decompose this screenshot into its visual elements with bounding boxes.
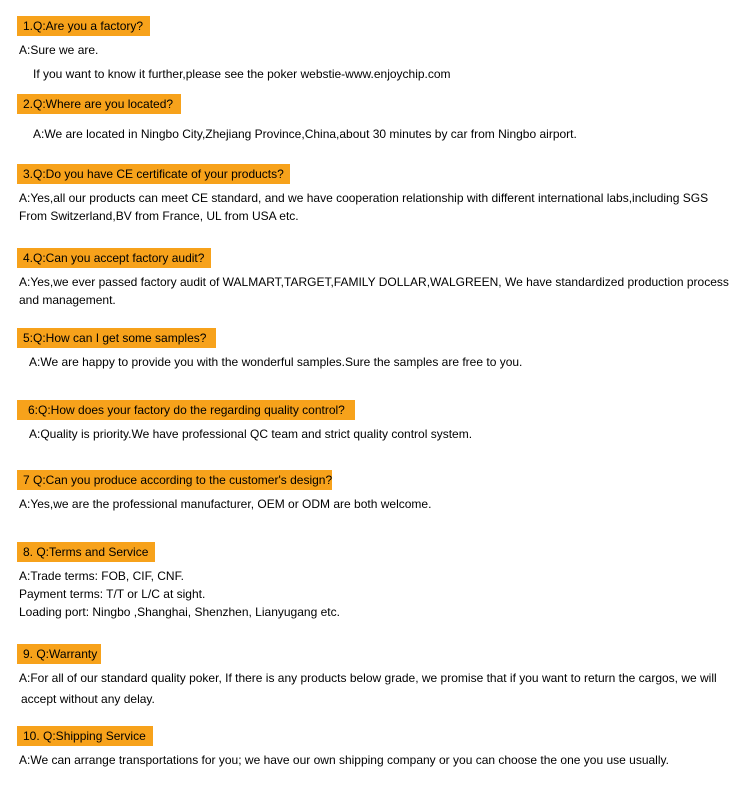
question-5: 5:Q:How can I get some samples? bbox=[17, 328, 216, 348]
question-7: 7 Q:Can you produce according to the customer's design? bbox=[17, 470, 332, 490]
answer-9-line-2: accept without any delay. bbox=[21, 692, 155, 706]
answer-9-line-1: A:For all of our standard quality poker, If there is any products below grade, we promise that if you want to return the cargos, we will bbox=[19, 671, 717, 685]
answer-6-line-1: A:Quality is priority.We have professional QC team and strict quality control system. bbox=[29, 427, 473, 441]
answer-7-line-1: A:Yes,we are the professional manufacturer, OEM or ODM are both welcome. bbox=[19, 497, 432, 511]
answer-3-line-2: From Switzerland,BV from France, UL from USA etc. bbox=[19, 209, 299, 223]
question-2: 2.Q:Where are you located? bbox=[17, 94, 181, 114]
answer-5-line-1: A:We are happy to provide you with the wonderful samples.Sure the samples are free to you. bbox=[29, 355, 523, 369]
question-1: 1.Q:Are you a factory? bbox=[17, 16, 150, 36]
question-10: 10. Q:Shipping Service bbox=[17, 726, 153, 746]
answer-1-line-1: A:Sure we are. bbox=[19, 43, 99, 57]
answer-1-line-2: If you want to know it further,please see the poker webstie-www.enjoychip.com bbox=[33, 67, 451, 81]
answer-8-line-1: A:Trade terms: FOB, CIF, CNF. bbox=[19, 569, 184, 583]
answer-4-line-1: A:Yes,we ever passed factory audit of WALMART,TARGET,FAMILY DOLLAR,WALGREEN, We have standardized production process bbox=[19, 275, 729, 289]
question-8: 8. Q:Terms and Service bbox=[17, 542, 155, 562]
answer-2-line-1: A:We are located in Ningbo City,Zhejiang Province,China,about 30 minutes by car from Ningbo airport. bbox=[33, 127, 577, 141]
answer-3-line-1: A:Yes,all our products can meet CE standard, and we have cooperation relationship with different international labs,including SGS bbox=[19, 191, 709, 205]
question-4: 4.Q:Can you accept factory audit? bbox=[17, 248, 211, 268]
question-9: 9. Q:Warranty bbox=[17, 644, 101, 664]
answer-8-line-3: Loading port: Ningbo ,Shanghai, Shenzhen, Lianyugang etc. bbox=[19, 605, 340, 619]
question-6: 6:Q:How does your factory do the regarding quality control? bbox=[17, 400, 355, 420]
answer-8-line-2: Payment terms: T/T or L/C at sight. bbox=[19, 587, 206, 601]
question-3: 3.Q:Do you have CE certificate of your products? bbox=[17, 164, 290, 184]
answer-4-line-2: and management. bbox=[19, 293, 116, 307]
answer-10-line-1: A:We can arrange transportations for you; we have our own shipping company or you can choose the one you use usually. bbox=[19, 753, 669, 767]
